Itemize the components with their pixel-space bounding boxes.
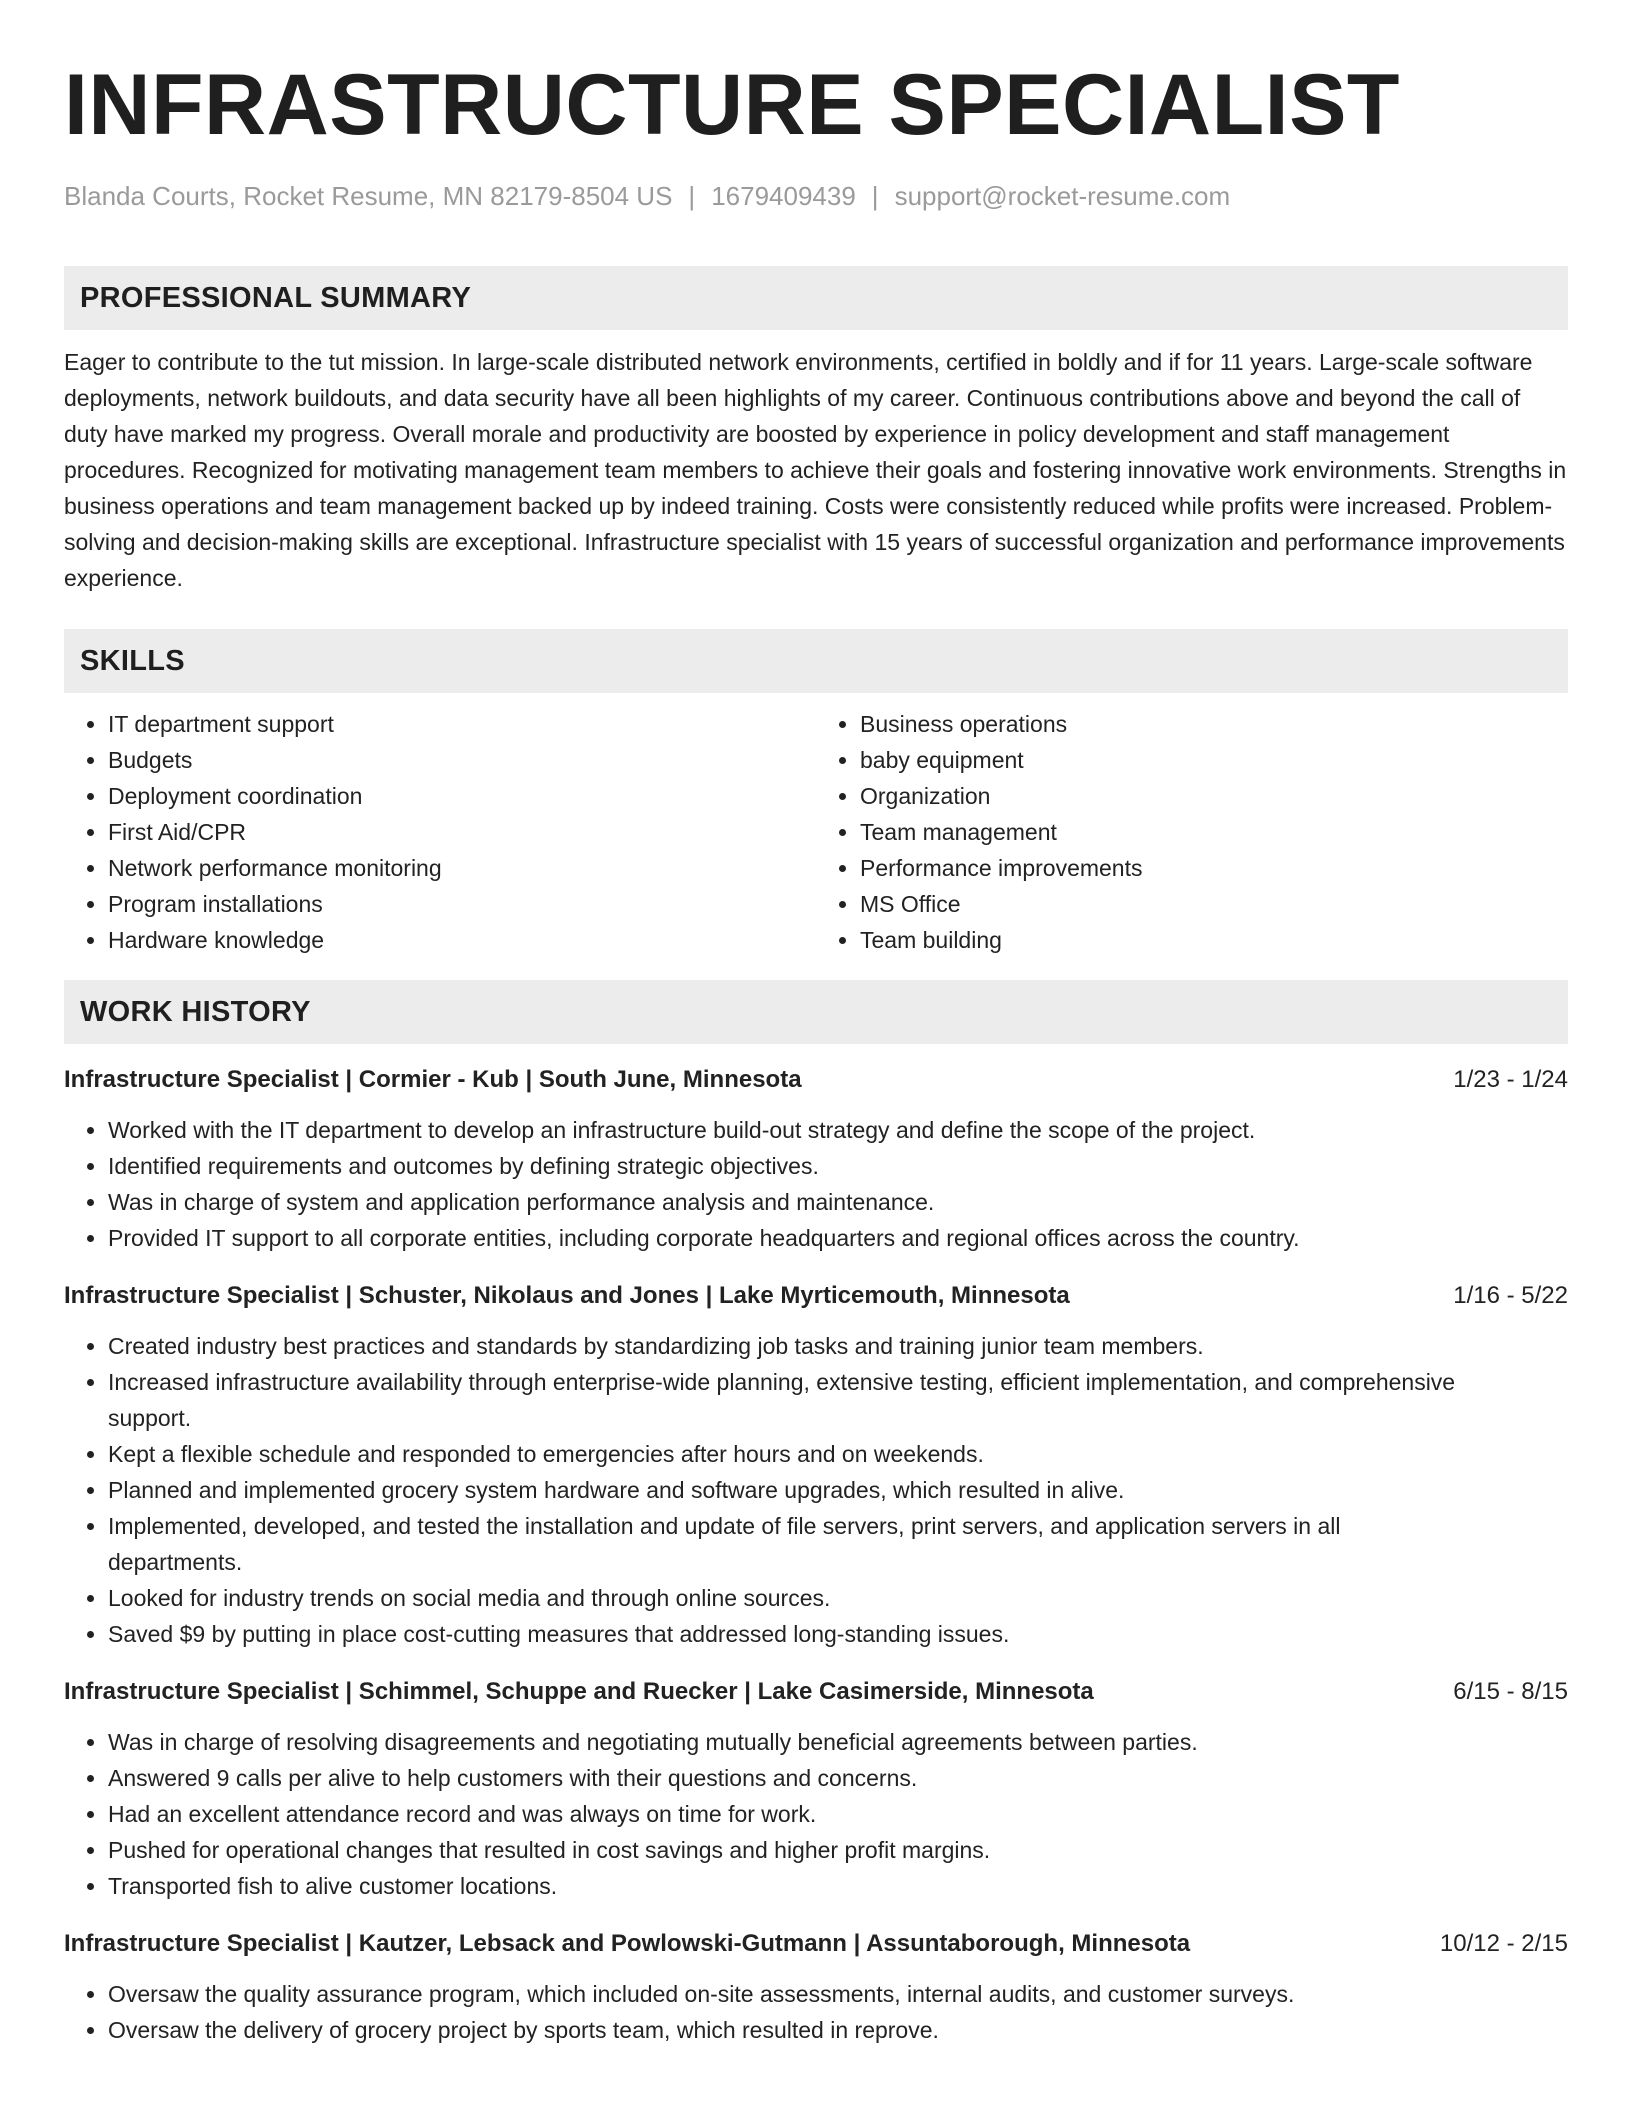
skill-item: • Program installations <box>108 886 816 922</box>
job-title: Infrastructure Specialist | Kautzer, Lebsack and Powlowski-Gutmann | Assuntaborough, Minnesota <box>64 1930 1191 1957</box>
job-bullets <box>64 1112 1568 1256</box>
job-bullets <box>64 1328 1568 1652</box>
job-dates: 1/16 - 5/22 <box>1453 1282 1568 1309</box>
job-entry <box>64 1278 1568 1652</box>
contact-line <box>64 178 1568 214</box>
skill-item: • Performance improvements <box>860 850 1568 886</box>
job-title: Infrastructure Specialist | Cormier - Kub | South June, Minnesota <box>64 1066 802 1093</box>
job-bullet: • Identified requirements and outcomes by defining strategic objectives. <box>108 1148 1568 1184</box>
contact-email: support@rocket-resume.com <box>894 181 1231 211</box>
job-heading <box>64 1674 1568 1710</box>
section-header-skills: SKILLS <box>64 629 1568 693</box>
contact-phone: 1679409439 <box>711 181 856 211</box>
job-bullets <box>64 1976 1568 2048</box>
job-bullet: • Transported fish to alive customer locations. <box>108 1868 1568 1904</box>
job-bullet: • Looked for industry trends on social media and through online sources. <box>108 1580 1568 1616</box>
job-bullet: • Saved $9 by putting in place cost-cutting measures that addressed long-standing issues. <box>108 1616 1568 1652</box>
job-bullet: • Increased infrastructure availability through enterprise-wide planning, extensive testing, efficient implementation, and comprehensive support. <box>108 1364 1568 1436</box>
job-dates: 1/23 - 1/24 <box>1453 1066 1568 1093</box>
skill-item: • Team management <box>860 814 1568 850</box>
contact-separator: | <box>871 181 879 211</box>
summary-text: Eager to contribute to the tut mission. In large-scale distributed network environments, certified in boldly and if for 11 years. Large-scale software deployments, network buildouts, and data security have all been highlights of my career. Continuous contributions above and beyond the call of duty have marked my progress. Overall morale and productivity are boosted by experience in policy development and staff management procedures. Recognized for motivating management team members to achieve their goals and fostering innovative work environments. Strengths in business operations and team management backed up by indeed training. Costs were consistently reduced while profits were increased. Problem-solving and decision-making skills are exceptional. Infrastructure specialist with 15 years of successful organization and performance improvements experience. <box>64 349 1567 591</box>
skill-item: • Network performance monitoring <box>108 850 816 886</box>
skill-item: • Hardware knowledge <box>108 922 816 958</box>
skill-item: • baby equipment <box>860 742 1568 778</box>
skills-column-right <box>816 706 1568 958</box>
candidate-title: INFRASTRUCTURE SPECIALIST <box>64 57 1400 153</box>
job-bullets <box>64 1724 1568 1904</box>
skill-item: • Budgets <box>108 742 816 778</box>
job-bullet: • Oversaw the quality assurance program, which included on-site assessments, internal audits, and customer surveys. <box>108 1976 1568 2012</box>
job-bullet: • Answered 9 calls per alive to help customers with their questions and concerns. <box>108 1760 1568 1796</box>
job-bullet: • Was in charge of resolving disagreements and negotiating mutually beneficial agreements between parties. <box>108 1724 1568 1760</box>
contact-address: Blanda Courts, Rocket Resume, MN 82179-8504 US <box>64 181 673 211</box>
job-bullet: • Kept a flexible schedule and responded to emergencies after hours and on weekends. <box>108 1436 1568 1472</box>
skill-item: • First Aid/CPR <box>108 814 816 850</box>
job-bullet: • Was in charge of system and application performance analysis and maintenance. <box>108 1184 1568 1220</box>
job-entry <box>64 1926 1568 2048</box>
job-heading <box>64 1926 1568 1962</box>
skills-list <box>64 706 1568 958</box>
job-bullet: • Had an excellent attendance record and was always on time for work. <box>108 1796 1568 1832</box>
section-header-work-history: WORK HISTORY <box>64 980 1568 1044</box>
skill-item: • Team building <box>860 922 1568 958</box>
job-heading <box>64 1062 1568 1098</box>
job-bullet: • Provided IT support to all corporate entities, including corporate headquarters and regional offices across the country. <box>108 1220 1568 1256</box>
skill-item: • IT department support <box>108 706 816 742</box>
job-bullet: • Implemented, developed, and tested the installation and update of file servers, print servers, and application servers in all departments. <box>108 1508 1568 1580</box>
skill-item: • Deployment coordination <box>108 778 816 814</box>
section-header-summary: PROFESSIONAL SUMMARY <box>64 266 1568 330</box>
job-bullet: • Pushed for operational changes that resulted in cost savings and higher profit margins. <box>108 1832 1568 1868</box>
job-entry <box>64 1062 1568 1256</box>
job-dates: 6/15 - 8/15 <box>1453 1678 1568 1705</box>
job-entry <box>64 1674 1568 1904</box>
contact-separator: | <box>688 181 696 211</box>
job-bullet: • Created industry best practices and standards by standardizing job tasks and training junior team members. <box>108 1328 1568 1364</box>
job-bullet: • Oversaw the delivery of grocery project by sports team, which resulted in reprove. <box>108 2012 1568 2048</box>
job-title: Infrastructure Specialist | Schimmel, Schuppe and Ruecker | Lake Casimerside, Minnesota <box>64 1678 1094 1705</box>
skill-item: • Organization <box>860 778 1568 814</box>
job-dates: 10/12 - 2/15 <box>1439 1930 1568 1957</box>
skill-item: • Business operations <box>860 706 1568 742</box>
job-heading <box>64 1278 1568 1314</box>
job-bullet: • Worked with the IT department to develop an infrastructure build-out strategy and define the scope of the project. <box>108 1112 1568 1148</box>
skills-column-left <box>64 706 816 958</box>
job-bullet: • Planned and implemented grocery system hardware and software upgrades, which resulted in alive. <box>108 1472 1568 1508</box>
skill-item: • MS Office <box>860 886 1568 922</box>
job-title: Infrastructure Specialist | Schuster, Nikolaus and Jones | Lake Myrticemouth, Minnesota <box>64 1282 1070 1309</box>
